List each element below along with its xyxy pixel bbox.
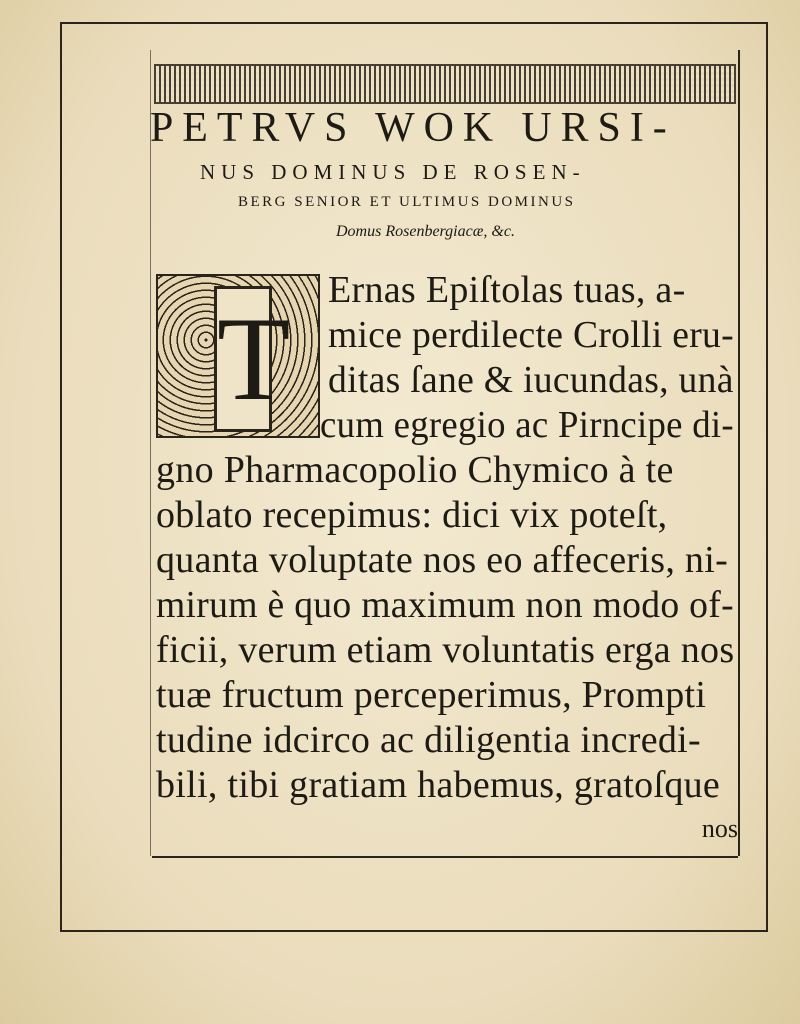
page-title: PETRVS WOK URSI- <box>150 105 676 151</box>
body-line-5: gno Pharmacopolio Chymico à te <box>156 449 674 491</box>
catchword: nos <box>701 814 738 843</box>
body-line-8: mirum è quo maximum non modo of- <box>156 584 734 626</box>
frame-top-rule <box>62 22 768 24</box>
body-line-9: ficii, verum etiam voluntatis erga nos <box>156 629 735 671</box>
initial-letter: T <box>214 286 272 432</box>
body-line-7: quanta voluptate nos eo affeceris, ni- <box>156 539 729 581</box>
heading-line-4: Domus Rosenbergiacæ, &c. <box>336 223 515 240</box>
decorated-initial <box>156 274 320 438</box>
body-line-11: tudine idcirco ac diligentia incredi- <box>156 719 701 761</box>
ornamental-headband <box>154 64 736 104</box>
printed-text-block <box>150 48 738 856</box>
body-line-4: cum egregio ac Pirncipe di- <box>320 404 734 446</box>
heading-line-3: BERG SENIOR ET ULTIMUS DOMINUS <box>238 194 576 210</box>
body-line-12: bili, tibi gratiam habemus, gratoſque <box>156 764 721 806</box>
frame-bottom-rule <box>60 930 768 932</box>
body-line-1: Ernas Epiſtolas tuas, a- <box>328 269 686 311</box>
body-line-2: mice perdilecte Crolli eru- <box>328 314 734 356</box>
frame-left-rule <box>60 22 62 932</box>
body-line-10: tuæ fructum perceperimus, Prompti <box>156 674 707 716</box>
text-block-right-rule <box>738 50 740 856</box>
body-line-6: oblato recepimus: dici vix poteſt, <box>156 494 668 536</box>
text-block-bottom-rule <box>152 856 738 858</box>
body-line-3: ditas ſane & iucundas, unà <box>328 359 734 401</box>
frame-right-rule <box>766 22 768 932</box>
heading-line-2: NUS DOMINUS DE ROSEN- <box>200 160 586 184</box>
